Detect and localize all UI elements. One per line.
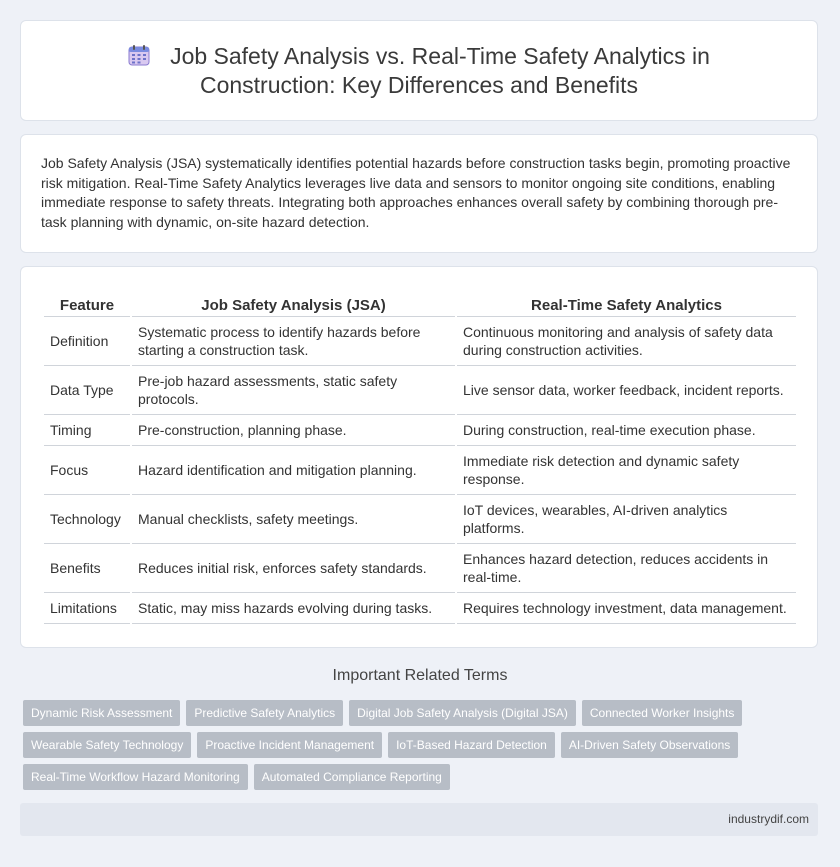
comparison-card	[20, 266, 818, 648]
row-feature: Limitations	[44, 593, 130, 624]
row-jsa: Systematic process to identify hazards before starting a construction task.	[132, 317, 455, 366]
table-header-row	[44, 293, 796, 317]
footer	[20, 803, 818, 836]
calendar-icon	[128, 44, 150, 66]
row-jsa: Pre-construction, planning phase.	[132, 415, 455, 446]
related-terms-list	[23, 700, 783, 790]
related-term-tag[interactable]: Digital Job Safety Analysis (Digital JSA)	[349, 700, 576, 726]
related-term-tag[interactable]: Connected Worker Insights	[582, 700, 743, 726]
row-realtime: Requires technology investment, data management.	[457, 593, 796, 624]
table-row	[44, 593, 796, 624]
related-term-tag[interactable]: Proactive Incident Management	[197, 732, 382, 758]
table-row	[44, 495, 796, 544]
related-terms-heading: Important Related Terms	[332, 667, 508, 684]
related-term-tag[interactable]: AI-Driven Safety Observations	[561, 732, 738, 758]
row-realtime: Immediate risk detection and dynamic safety response.	[457, 446, 796, 495]
table-row	[44, 446, 796, 495]
row-feature: Timing	[44, 415, 130, 446]
intro-text: Job Safety Analysis (JSA) systematically identifies potential hazards before construction tasks begin, promoting proactive risk mitigation. Real-Time Safety Analytics leverages live data and sensors to monitor ongoing site conditions, enabling immediate response to safety threats. Integrating both approaches enhances overall safety by combining thorough pre-task planning with dynamic, on-site hazard detection.	[41, 155, 791, 230]
header-realtime: Real-Time Safety Analytics	[457, 293, 796, 317]
row-jsa: Hazard identification and mitigation planning.	[132, 446, 455, 495]
title-line-2: Construction: Key Differences and Benefits	[199, 71, 639, 98]
row-realtime: Live sensor data, worker feedback, incident reports.	[457, 366, 796, 415]
title-line-1: Job Safety Analysis vs. Real-Time Safety Analytics in	[170, 42, 710, 69]
comparison-table	[42, 293, 798, 624]
intro-card	[20, 134, 818, 253]
row-jsa: Reduces initial risk, enforces safety standards.	[132, 544, 455, 593]
row-feature: Focus	[44, 446, 130, 495]
table-row	[44, 317, 796, 366]
table-row	[44, 544, 796, 593]
row-feature: Benefits	[44, 544, 130, 593]
row-feature: Technology	[44, 495, 130, 544]
related-term-tag[interactable]: Predictive Safety Analytics	[186, 700, 343, 726]
related-term-tag[interactable]: Real-Time Workflow Hazard Monitoring	[23, 764, 248, 790]
row-jsa: Manual checklists, safety meetings.	[132, 495, 455, 544]
row-realtime: IoT devices, wearables, AI-driven analytics platforms.	[457, 495, 796, 544]
related-term-tag[interactable]: Automated Compliance Reporting	[254, 764, 450, 790]
row-realtime: Enhances hazard detection, reduces accidents in real-time.	[457, 544, 796, 593]
row-feature: Data Type	[44, 366, 130, 415]
row-realtime: During construction, real-time execution phase.	[457, 415, 796, 446]
footer-site-link[interactable]: industrydif.com	[728, 812, 809, 826]
table-row	[44, 366, 796, 415]
related-term-tag[interactable]: Wearable Safety Technology	[23, 732, 191, 758]
title-card	[20, 20, 818, 121]
header-feature: Feature	[44, 293, 130, 317]
row-jsa: Static, may miss hazards evolving during tasks.	[132, 593, 455, 624]
row-realtime: Continuous monitoring and analysis of safety data during construction activities.	[457, 317, 796, 366]
related-term-tag[interactable]: IoT-Based Hazard Detection	[388, 732, 555, 758]
related-term-tag[interactable]: Dynamic Risk Assessment	[23, 700, 180, 726]
row-jsa: Pre-job hazard assessments, static safety protocols.	[132, 366, 455, 415]
page-title	[128, 42, 710, 100]
header-jsa: Job Safety Analysis (JSA)	[132, 293, 455, 317]
row-feature: Definition	[44, 317, 130, 366]
table-row	[44, 415, 796, 446]
